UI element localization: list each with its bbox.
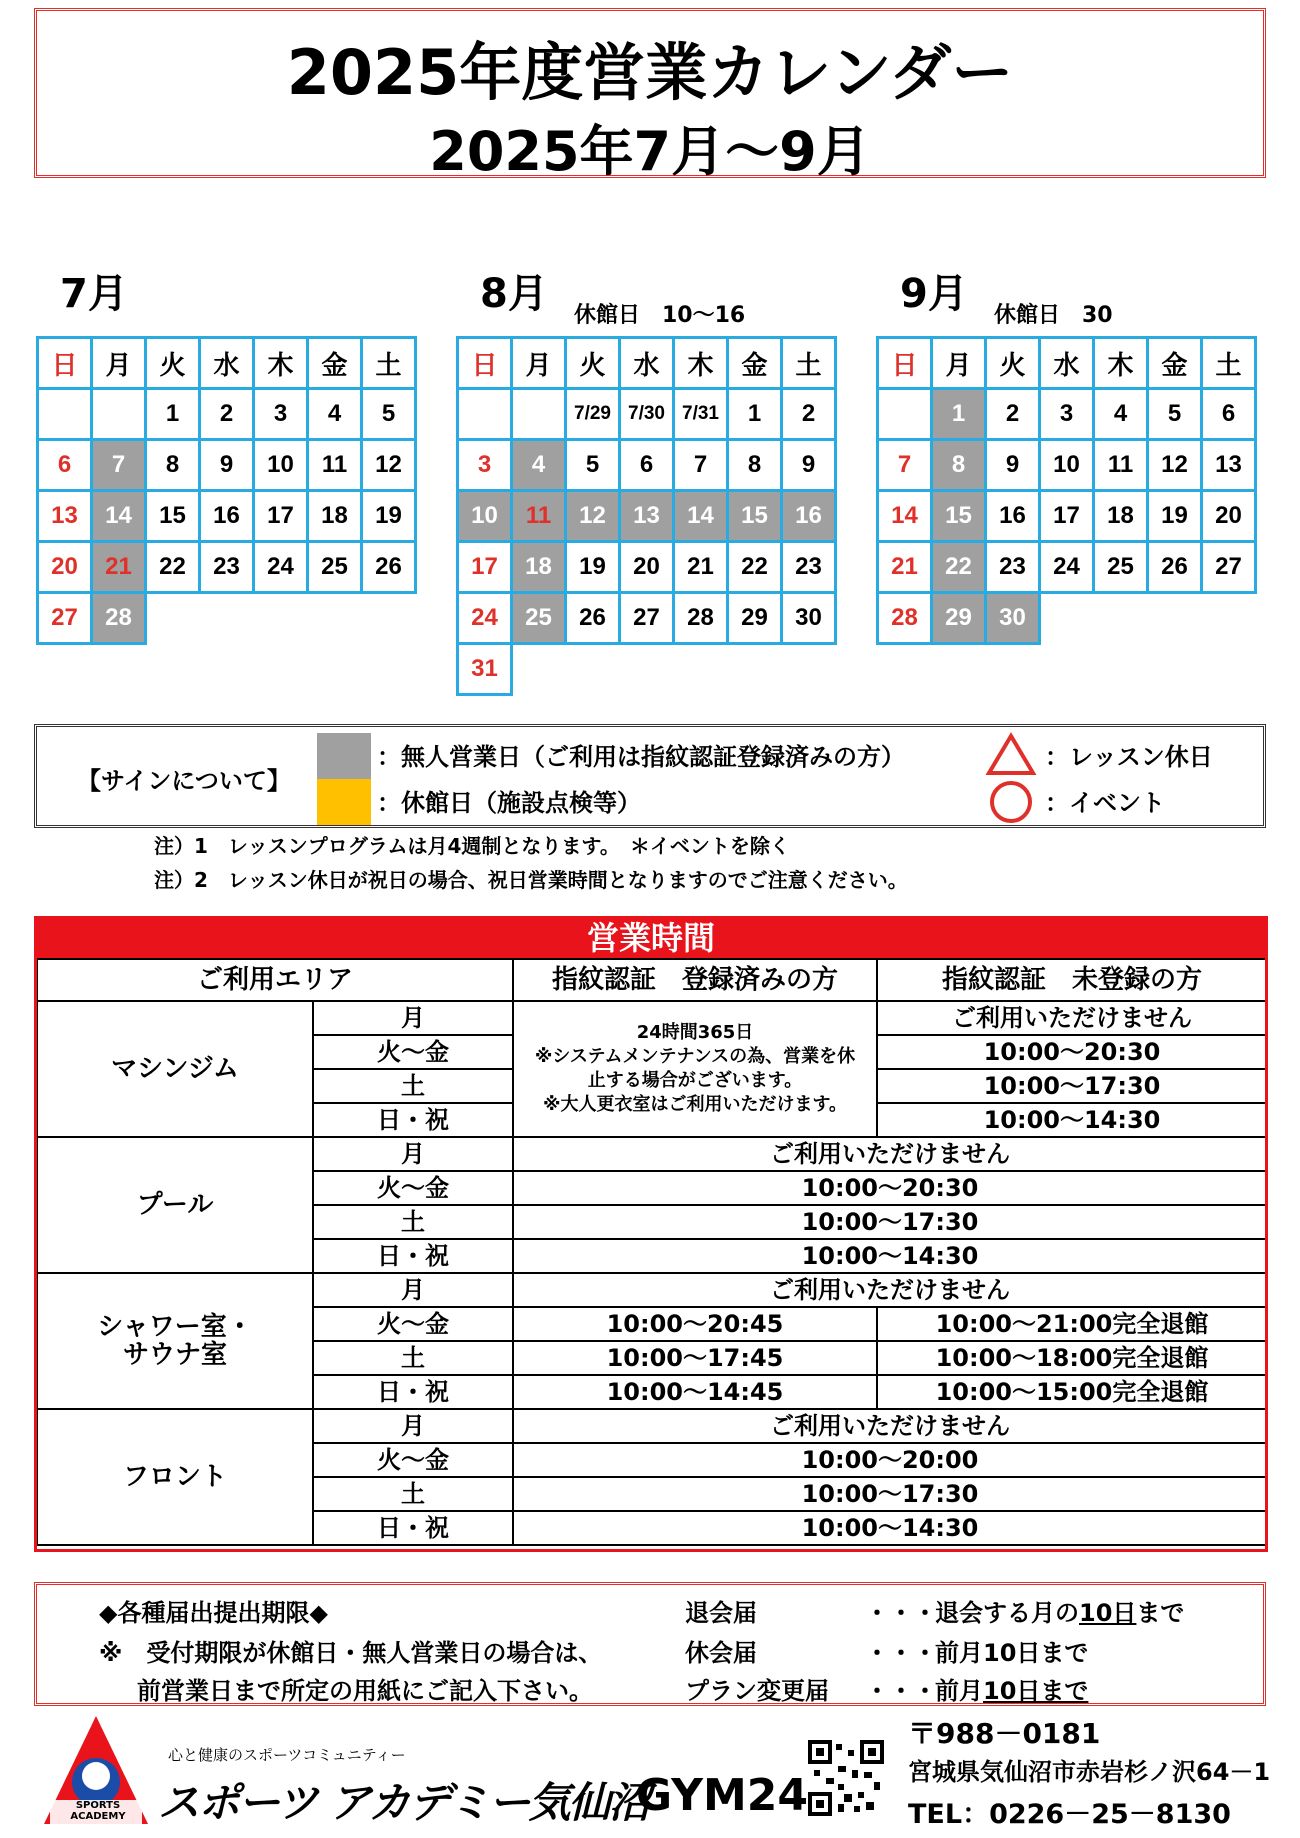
weekday-header: 木 [1094,338,1148,389]
calendar-empty-day [458,389,512,440]
calendar-day: 26 [1148,542,1202,593]
calendar-day: 22 [932,542,986,593]
area-shower-sauna: シャワー室・ サウナ室 [37,1273,313,1409]
calendar-day: 15 [932,491,986,542]
calendar-empty-day [92,389,146,440]
calendar-blank [674,644,728,695]
weekday-header: 金 [1148,338,1202,389]
weekday-header: 金 [728,338,782,389]
calendar-day: 20 [620,542,674,593]
calendar-day: 13 [1202,440,1256,491]
calendar-day: 7/29 [566,389,620,440]
calendar-day: 3 [1040,389,1094,440]
calendar-day: 22 [728,542,782,593]
hours-cell: 10:00～15:00完全退館 [877,1375,1267,1409]
calendar-day: 28 [92,593,146,644]
calendar-day: 20 [1202,491,1256,542]
calendar-day: 5 [1148,389,1202,440]
hours-cell: 10:00～14:30 [513,1511,1267,1545]
calendar-day: 23 [782,542,836,593]
calendar-day: 27 [620,593,674,644]
calendar-day: 24 [1040,542,1094,593]
weekday-header: 月 [512,338,566,389]
dots: ・・・ [865,1599,937,1627]
deadline-note-1: ※ 受付期限が休館日・無人営業日の場合は、 [99,1639,603,1667]
title-box [34,8,1266,183]
calendar-september [876,336,1257,645]
calendar-day: 30 [986,593,1040,644]
calendar-day: 1 [146,389,200,440]
calendar-day: 6 [38,440,92,491]
calendar-day: 26 [362,542,416,593]
hours-cell: 10:00～14:30 [513,1239,1267,1273]
hours-cell: 10:00～14:30 [877,1103,1267,1137]
calendar-blank [1094,593,1148,644]
day-label: 日・祝 [313,1375,513,1409]
hours-cell: 10:00～20:00 [513,1443,1267,1477]
weekday-header: 火 [146,338,200,389]
calendar-day: 24 [458,593,512,644]
calendar-blank [728,644,782,695]
calendar-day: 27 [38,593,92,644]
hours-cell: 10:00～20:45 [513,1307,877,1341]
calendar-day: 23 [200,542,254,593]
day-label: 火～金 [313,1307,513,1341]
calendar-day: 14 [878,491,932,542]
calendar-blank [254,593,308,644]
address: 宮城県気仙沼市赤岩杉ノ沢64－1 [908,1758,1271,1786]
calendar-day: 15 [728,491,782,542]
legend-title: 【サインについて】 [77,767,291,795]
legend-closed-text: ：休館日（施設点検等） [377,789,641,817]
day-label: 月 [313,1273,513,1307]
calendar-blank [1202,593,1256,644]
hours-table [36,958,1268,1546]
calendar-day: 28 [674,593,728,644]
calendar-blank [566,644,620,695]
hours-cell: 10:00～20:30 [513,1171,1267,1205]
calendar-blank [308,593,362,644]
hours-cell: 10:00～17:45 [513,1341,877,1375]
sign-legend [34,724,1266,828]
deadline-resign: 退会する月の10日まで [935,1599,1185,1627]
calendar-day: 16 [200,491,254,542]
weekday-header: 水 [200,338,254,389]
area-pool: プール [37,1137,313,1273]
weekday-header: 水 [620,338,674,389]
month-label-july: 7月 [60,271,128,317]
calendar-day: 7 [878,440,932,491]
calendar-day: 24 [254,542,308,593]
calendar-day: 7/31 [674,389,728,440]
calendar-day: 3 [458,440,512,491]
calendar-day: 8 [728,440,782,491]
deadline-box [34,1582,1266,1706]
hours-cell: ご利用いただけません [513,1409,1267,1443]
deadline-note-2: 前営業日まで所定の用紙にご記入下さい。 [137,1677,593,1705]
calendar-day: 14 [92,491,146,542]
calendar-day: 18 [308,491,362,542]
calendar-day: 11 [1094,440,1148,491]
calendar-day: 1 [728,389,782,440]
calendar-day: 14 [674,491,728,542]
deadline-suspend: 前月10日まで [935,1639,1089,1667]
day-label: 火～金 [313,1171,513,1205]
calendar-day: 7 [674,440,728,491]
weekday-header: 土 [362,338,416,389]
calendar-day: 19 [1148,491,1202,542]
hours-cell: 10:00～14:45 [513,1375,877,1409]
area-front: フロント [37,1409,313,1545]
calendar-blank [362,593,416,644]
calendar-day: 16 [986,491,1040,542]
calendar-blank [200,593,254,644]
weekday-header: 日 [458,338,512,389]
registered-note: 24時間365日 ※システムメンテナンスの為、営業を休 止する場合がございます。 ※大人更衣室はご利用いただけます。 [513,1001,877,1137]
page-subtitle: 2025年7月～9月 [429,120,871,183]
hours-cell: ご利用いただけません [513,1137,1267,1171]
calendar-day: 30 [782,593,836,644]
postal-code: 〒988－0181 [908,1717,1101,1750]
calendar-day: 31 [458,644,512,695]
brand-suffix: GYM24 [636,1770,809,1821]
deadline-plan-change: 前月10日まで [935,1677,1089,1705]
hours-cell: 10:00～21:00完全退館 [877,1307,1267,1341]
qr-code-icon [808,1740,884,1816]
area-machine-gym: マシンジム [37,1001,313,1137]
calendar-day: 29 [728,593,782,644]
calendar-day: 5 [362,389,416,440]
hours-cell: 10:00～20:30 [877,1035,1267,1069]
calendar-day: 2 [200,389,254,440]
weekday-header: 月 [932,338,986,389]
calendar-august [456,336,837,696]
calendar-day: 6 [620,440,674,491]
day-label: 火～金 [313,1443,513,1477]
calendar-day: 1 [932,389,986,440]
dots: ・・・ [865,1677,937,1705]
day-label: 月 [313,1001,513,1035]
col-area: ご利用エリア [37,959,513,1001]
day-label: 火～金 [313,1035,513,1069]
calendar-day: 20 [38,542,92,593]
calendar-day: 11 [308,440,362,491]
telephone: TEL：0226－25－8130 [908,1799,1231,1830]
calendar-day: 18 [512,542,566,593]
calendar-day: 19 [362,491,416,542]
calendar-day: 21 [92,542,146,593]
weekday-header: 水 [1040,338,1094,389]
legend-unmanned-text: ：無人営業日（ご利用は指紋認証登録済みの方） [377,743,905,771]
calendar-day: 9 [986,440,1040,491]
calendar-blank [512,644,566,695]
calendar-blank [1040,593,1094,644]
day-label: 土 [313,1477,513,1511]
legend-lesson-off-text: ：レッスン休日 [1045,743,1213,771]
calendar-day: 10 [1040,440,1094,491]
day-label: 月 [313,1137,513,1171]
calendar-day: 17 [254,491,308,542]
calendar-day: 25 [512,593,566,644]
unmanned-swatch [317,733,371,779]
calendar-day: 25 [1094,542,1148,593]
calendar-day: 12 [362,440,416,491]
calendar-empty-day [512,389,566,440]
calendar-day: 8 [146,440,200,491]
calendar-day: 8 [932,440,986,491]
hours-cell: 10:00～17:30 [877,1069,1267,1103]
brand-name: スポーツ アカデミー気仙沼 [158,1778,649,1827]
hours-banner: 営業時間 [36,918,1266,958]
dots: ・・・ [865,1639,937,1667]
calendar-day: 10 [254,440,308,491]
weekday-header: 火 [566,338,620,389]
calendar-day: 5 [566,440,620,491]
closed-note-august: 休館日 10～16 [574,303,746,328]
calendar-day: 17 [458,542,512,593]
calendar-day: 17 [1040,491,1094,542]
day-label: 月 [313,1409,513,1443]
calendar-day: 9 [200,440,254,491]
deadline-heading: ◆各種届出提出期限◆ [99,1599,328,1627]
hours-cell: 10:00～18:00完全退館 [877,1341,1267,1375]
calendar-day: 21 [878,542,932,593]
note-2: 注）2 レッスン休日が祝日の場合、祝日営業時間となりますのでご注意ください。 [154,868,908,892]
day-label: 土 [313,1205,513,1239]
tagline: 心と健康のスポーツコミュニティー [168,1746,406,1764]
calendar-blank [782,644,836,695]
hours-cell: ご利用いただけません [513,1273,1267,1307]
weekday-header: 火 [986,338,1040,389]
calendar-empty-day [878,389,932,440]
calendar-day: 13 [38,491,92,542]
logo-text: SPORTS ACADEMY [70,1800,126,1822]
calendar-day: 6 [1202,389,1256,440]
calendar-day: 13 [620,491,674,542]
calendar-day: 19 [566,542,620,593]
calendar-day: 21 [674,542,728,593]
calendar-day: 12 [1148,440,1202,491]
circle-icon [987,779,1035,825]
calendar-day: 18 [1094,491,1148,542]
calendar-day: 15 [146,491,200,542]
weekday-header: 日 [38,338,92,389]
calendar-day: 4 [1094,389,1148,440]
calendar-day: 4 [512,440,566,491]
calendar-day: 7/30 [620,389,674,440]
day-label: 日・祝 [313,1239,513,1273]
hours-cell: 10:00～17:30 [513,1477,1267,1511]
weekday-header: 土 [1202,338,1256,389]
triangle-icon [985,731,1037,777]
calendar-day: 23 [986,542,1040,593]
calendar-day: 12 [566,491,620,542]
weekday-header: 木 [674,338,728,389]
form-resign: 退会届 [685,1599,757,1627]
calendar-day: 10 [458,491,512,542]
month-label-september: 9月 [900,271,968,317]
calendar-day: 28 [878,593,932,644]
day-label: 日・祝 [313,1103,513,1137]
weekday-header: 金 [308,338,362,389]
calendar-day: 2 [782,389,836,440]
weekday-header: 日 [878,338,932,389]
month-label-august: 8月 [480,271,548,317]
calendar-day: 22 [146,542,200,593]
calendar-day: 27 [1202,542,1256,593]
weekday-header: 木 [254,338,308,389]
calendar-blank [146,593,200,644]
closed-swatch [317,779,371,825]
calendar-blank [1148,593,1202,644]
day-label: 日・祝 [313,1511,513,1545]
form-suspend: 休会届 [685,1639,757,1667]
closed-note-september: 休館日 30 [994,303,1113,328]
hours-cell: 10:00～17:30 [513,1205,1267,1239]
calendar-day: 4 [308,389,362,440]
form-plan-change: プラン変更届 [685,1677,829,1705]
calendar-empty-day [38,389,92,440]
legend-event-text: ：イベント [1045,789,1165,817]
day-label: 土 [313,1341,513,1375]
hours-cell: ご利用いただけません [877,1001,1267,1035]
calendar-blank [620,644,674,695]
calendar-day: 9 [782,440,836,491]
calendar-day: 7 [92,440,146,491]
calendar-day: 2 [986,389,1040,440]
calendar-day: 25 [308,542,362,593]
calendar-day: 11 [512,491,566,542]
calendar-day: 26 [566,593,620,644]
page-title: 2025年度営業カレンダー [286,36,1014,109]
calendar-day: 3 [254,389,308,440]
note-1: 注）1 レッスンプログラムは月4週制となります。 ＊イベントを除く [154,834,790,858]
weekday-header: 月 [92,338,146,389]
calendar-july [36,336,417,645]
day-label: 土 [313,1069,513,1103]
col-registered: 指紋認証 登録済みの方 [513,959,877,1001]
col-unregistered: 指紋認証 未登録の方 [877,959,1267,1001]
weekday-header: 土 [782,338,836,389]
calendar-day: 29 [932,593,986,644]
calendar-day: 16 [782,491,836,542]
